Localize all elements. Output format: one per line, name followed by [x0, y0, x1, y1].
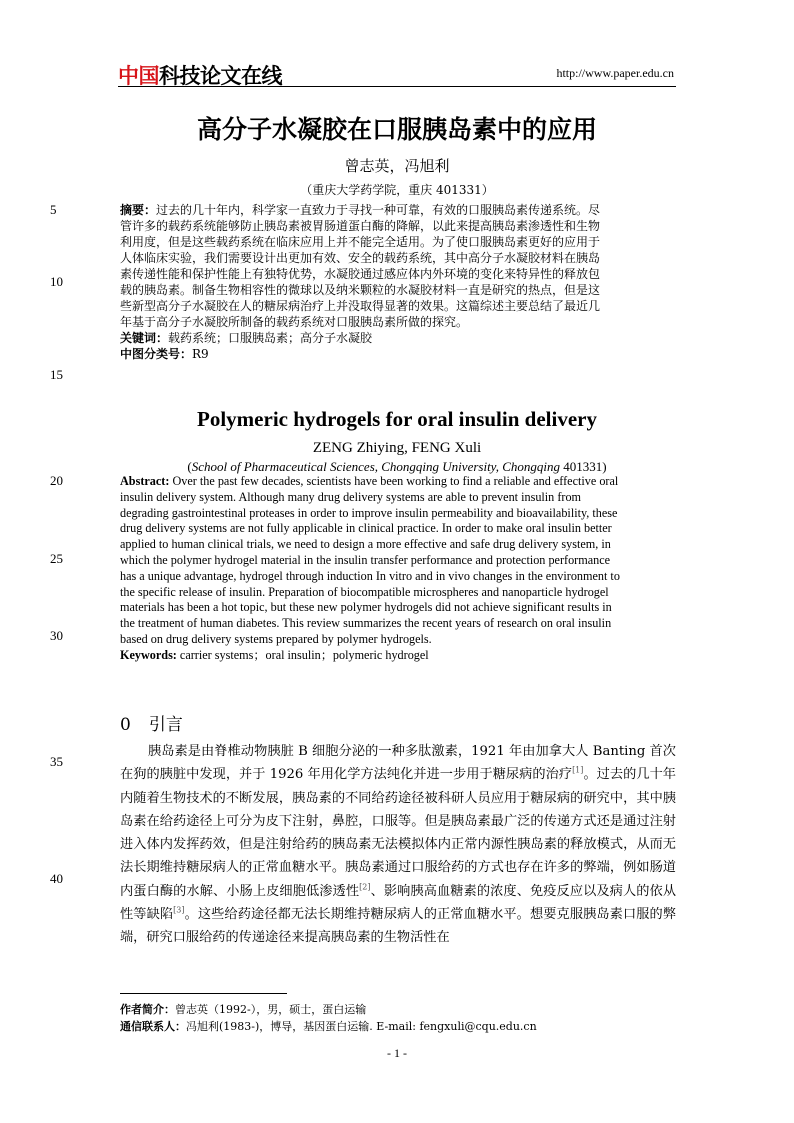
line-number: 30 — [50, 628, 63, 643]
abstract-cn-line: 管许多的载药系统能够防止胰岛素被胃肠道蛋白酶的降解，以此来提高胰岛素渗透性和生物 — [120, 219, 601, 233]
intro-text: 、影响胰高血糖素的浓度、免疫反应以及病人的依从性等缺陷 — [120, 883, 677, 923]
section-number: 0 — [120, 715, 131, 735]
clc-text: R9 — [192, 347, 209, 361]
abstract-en-line: applied to human clinical trials, we need to design a more effective and safe drug delivery system, in — [120, 537, 611, 552]
line-number: 25 — [50, 551, 63, 566]
citation-ref[interactable]: [3] — [173, 905, 185, 915]
abstract-cn-line: 载的胰岛素。制备生物相容性的微球以及纳米颗粒的水凝胶材料一直是研究的热点，但是这 — [120, 283, 601, 297]
line-number: 35 — [50, 754, 63, 769]
logo-black-text: 科技论文在线 — [159, 64, 282, 88]
citation-ref[interactable]: [1] — [572, 765, 584, 775]
abstract-en-line: drug delivery systems are not fully applicable in clinical practice. In order to make oral insulin better — [120, 521, 612, 536]
abstract-en-line: the treatment of human diabetes. This review summarizes the recent years of research on oral insulin — [120, 616, 612, 631]
abstract-cn-line: 利用度，但是这些载药系统在临床应用上并不能完全适用。为了使口服胰岛素更好的应用于 — [120, 235, 601, 249]
abstract-en-line: materials has been a hot topic, but these new polymer hydrogels did not achieve significant results in — [120, 600, 612, 615]
keywords-en-text: carrier systems；oral insulin；polymeric hydrogel — [176, 647, 429, 662]
abstract-cn-line: 人体临床实验，我们需要设计出更加有效、安全的载药系统，其中高分子水凝胶材料在胰岛 — [120, 251, 601, 265]
affil-tail: 401331) — [560, 459, 607, 474]
affil-open: ( — [187, 459, 192, 474]
authors-en: ZENG Zhiying, FENG Xuli — [312, 440, 482, 456]
clc-label: 中图分类号： — [120, 347, 193, 361]
section-title: 引言 — [148, 715, 183, 735]
clc-number — [120, 346, 676, 362]
keywords-en — [120, 648, 676, 664]
header-rule — [118, 86, 676, 87]
abstract-en-line: the specific release of insulin. Preparation of biocompatible microspheres and nanoparticle hydrogel — [120, 584, 609, 599]
affiliation-cn: （重庆大学药学院，重庆 401331） — [300, 183, 494, 197]
keywords-cn-text: 载药系统；口服胰岛素；高分子水凝胶 — [168, 331, 373, 345]
page-number: - 1 - — [387, 1046, 407, 1060]
footnote-author — [120, 1002, 676, 1018]
line-number: 5 — [50, 202, 57, 217]
abstract-cn — [120, 202, 676, 362]
abstract-en-line: which the polymer hydrogel material in the insulin transfer performance and protection performance — [120, 552, 611, 567]
abstract-cn-line: 素传递性能和保护性能上有独特优势，水凝胶通过感应体内外环境的变化来特异性的释放包 — [120, 267, 601, 281]
footnote-rule — [120, 993, 287, 994]
abstract-en-label: Abstract: — [120, 474, 170, 488]
intro-text: 。过去的几十年内随着生物技术的不断发展，胰岛素的不同给药途径被科研人员应用于糖尿病的研究中，其中胰岛素在给药途径上可分为皮下注射，鼻腔，口服等。但是胰岛素最广泛的传递方式还是通过注射进入体内发挥药效，但是注射给药的胰岛素无法模拟体内正常内源性胰岛素的释放模式，从而无法长期维持糖尿病人的正常血糖水平。胰岛素通过口服给药的方式也存在许多的弊端，例如肠道内蛋白酶的水解、小肠上皮细胞低渗透性 — [120, 767, 676, 899]
abstract-en-line: Over the past few decades, scientists have been working to find a reliable and effective oral — [169, 474, 619, 488]
line-number: 15 — [50, 367, 63, 382]
footnote-contact-label: 通信联系人： — [120, 1020, 186, 1033]
intro-text: 。这些给药途径都无法长期维持糖尿病人的正常血糖水平。想要克服胰岛素口服的弊端，研究口服给药的传递途径来提高胰岛素的生物活性在 — [120, 907, 677, 946]
abstract-en-line: degrading gastrointestinal proteases in order to improve insulin permeability and bioavailability, these — [120, 505, 618, 520]
section-heading — [120, 710, 201, 735]
citation-ref[interactable]: [2] — [359, 882, 371, 892]
affiliation-en — [0, 459, 794, 475]
abstract-en-line: based on drug delivery systems prepared by polymer hydrogels. — [120, 631, 432, 646]
footnote-author-label: 作者简介： — [120, 1003, 175, 1016]
abstract-en-line: insulin delivery system. Although many drug delivery systems are able to prevent insulin from — [120, 489, 582, 504]
abstract-cn-line: 过去的几十年内，科学家一直致力于寻找一种可靠，有效的口服胰岛素传递系统。尽 — [156, 203, 601, 217]
abstract-cn-label: 摘要： — [120, 203, 157, 217]
footnote-contact — [120, 1019, 676, 1035]
authors-cn: 曾志英，冯旭利 — [344, 157, 450, 175]
intro-text: 胰岛素是由脊椎动物胰脏 B 细胞分泌的一种多肽激素，1921 年由加拿大人 Banting 首次在狗的胰脏中发现，并于 1926 年用化学方法纯化并进一步用于糖尿病的治疗 — [120, 744, 676, 783]
line-number: 20 — [50, 473, 63, 488]
line-number: 40 — [50, 871, 63, 886]
abstract-en — [120, 474, 676, 664]
keywords-en-label: Keywords: — [120, 647, 177, 662]
line-number: 10 — [50, 274, 63, 289]
keywords-cn-label: 关键词： — [120, 331, 169, 345]
abstract-en-line: has a unique advantage, hydrogel through induction In vitro and in vivo changes in the environment to — [120, 568, 620, 583]
affil-italic: School of Pharmaceutical Sciences, Chongqing University, Chongqing — [191, 459, 561, 474]
intro-paragraph — [120, 740, 676, 950]
footnote-contact-text: 冯旭利(1983-)，博导，基因蛋白运输. E-mail: fengxuli@cqu.edu.cn — [186, 1020, 537, 1033]
keywords-cn — [120, 330, 676, 346]
abstract-cn-line: 年基于高分子水凝胶所制备的载药系统对口服胰岛素所做的探究。 — [120, 315, 469, 329]
footnote-author-text: 曾志英（1992-），男，硕士，蛋白运输 — [175, 1003, 367, 1016]
paper-title-en: Polymeric hydrogels for oral insulin delivery — [197, 407, 597, 431]
header-url[interactable]: http://www.paper.edu.cn — [556, 66, 674, 80]
logo-red-text: 中国 — [118, 64, 159, 88]
abstract-cn-line: 些新型高分子水凝胶在人的糖尿病治疗上并没取得显著的效果。这篇综述主要总结了最近几 — [120, 299, 601, 313]
paper-title-cn: 高分子水凝胶在口服胰岛素中的应用 — [196, 115, 597, 144]
